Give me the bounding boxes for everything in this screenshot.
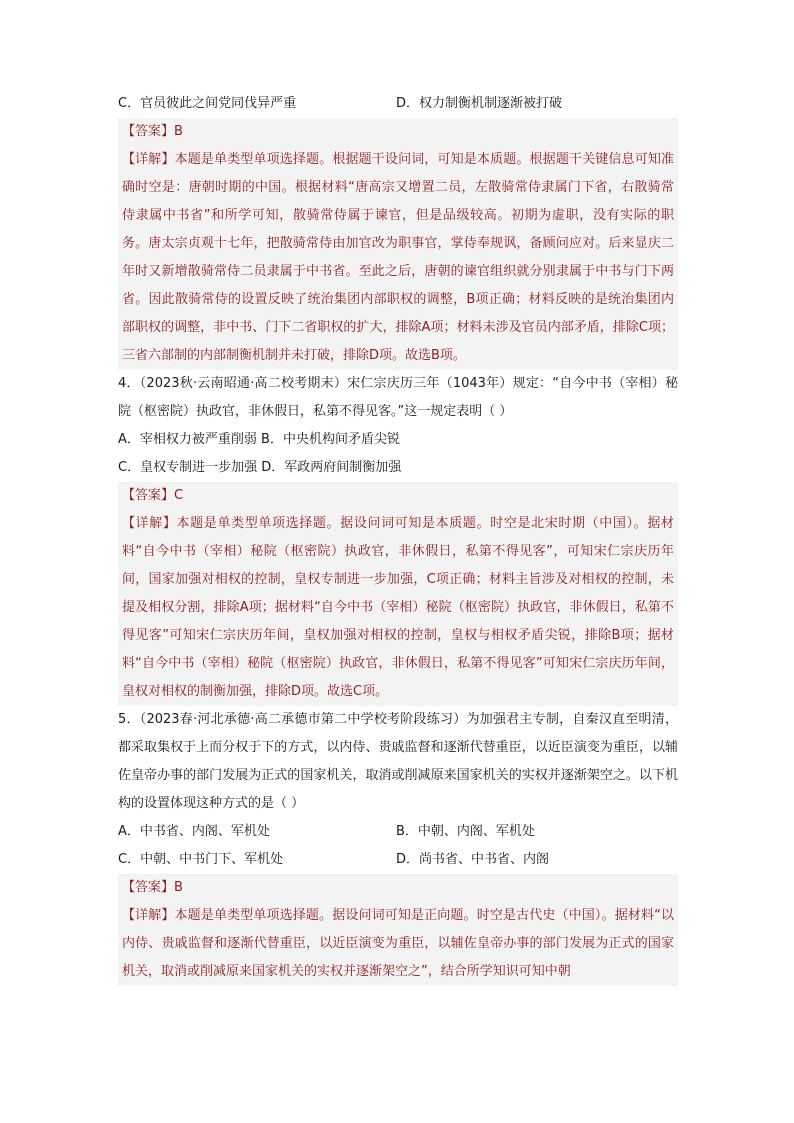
q4-options-ab: A．宰相权力被严重削弱 B．中央机构间矛盾尖锐 (118, 432, 400, 447)
q3-option-c: C．官员彼此之间党同伐异严重 (118, 96, 297, 111)
q5-option-c: C．中朝、中书门下、军机处 (118, 852, 284, 867)
q5-options-row-2 (118, 846, 678, 874)
q4-answer-box (118, 482, 678, 706)
q4-explanation: 【详解】本题是单类型单项选择题。据设问词可知是本质题。时空是北宋时期（中国）。据材料“自今中书（宰相）秘院（枢密院）执政官，非休假日，私第不得见客”，可知宋仁宗庆历年间，国家加强对相权的控制，皇权专制进一步加强，C项正确；材料主旨涉及对相权的控制，未提及相权分割，排除A项；据材料“自今中书（宰相）秘院（枢密院）执政官，非休假日，私第不得见客”可知宋仁宗庆历年间，皇权加强对相权的控制，皇权与相权矛盾尖锐，排除B项；据材料“自今中书（宰相）秘院（枢密院）执政官，非休假日，私第不得见客”可知宋仁宗庆历年间，皇权对相权的制衡加强，排除D项。故选C项。 (122, 516, 674, 699)
q4-stem: 4．（2023秋·云南昭通·高二校考期末）宋仁宗庆历三年（1043年）规定：“自今中书（宰相）秘院（枢密院）执政官，非休假日，私第不得见客。”这一规定表明（ ） (118, 376, 678, 419)
q3-options-row (118, 90, 678, 118)
q5-explanation: 【详解】本题是单类型单项选择题。据设问词可知是正向题。时空是古代史（中国）。据材料“以内侍、贵戚监督和逐渐代替重臣，以近臣演变为重臣，以辅佐皇帝办事的部门发展为正式的国家机关，取消或削减原来国家机关的实权并逐渐架空之”，结合所学知识可知中朝 (122, 908, 674, 979)
q5-answer-box (118, 874, 678, 986)
q3-explanation: 【详解】本题是单类型单项选择题。根据题干设问词，可知是本质题。根据题干关键信息可知准确时空是：唐朝时期的中国。根据材料“唐高宗又增置二员，左散骑常侍隶属门下省，右散骑常侍隶属中书省”和所学可知，散骑常侍属于谏官，但是品级较高。初期为虚职，没有实际的职务。唐太宗贞观十七年，把散骑常侍由加官改为职事官，掌侍奉规讽，备顾问应对。后来显庆二年时又新增散骑常侍二员隶属于中书省。至此之后，唐朝的谏官组织就分别隶属于中书与门下两省。因此散骑常侍的设置反映了统治集团内部职权的调整，B项正确；材料反映的是统治集团内部职权的调整，非中书、门下二省职权的扩大，排除A项；材料未涉及官员内部矛盾，排除C项；三省六部制的内部制衡机制并未打破，排除D项。故选B项。 (122, 152, 674, 363)
q5-option-b: B．中朝、内阁、军机处 (396, 824, 535, 839)
q3-option-d: D．权力制衡机制逐渐被打破 (396, 96, 563, 111)
q5-options-row-1 (118, 818, 678, 846)
q3-answer: 【答案】B (122, 124, 183, 139)
q5-answer: 【答案】B (122, 880, 183, 895)
document-content (118, 90, 678, 986)
q3-answer-box (118, 118, 678, 370)
q4-options-cd: C．皇权专制进一步加强 D．军政两府间制衡加强 (118, 460, 402, 475)
q5-option-a: A．中书省、内阁、军机处 (118, 824, 270, 839)
q5-option-d: D．尚书省、中书省、内阁 (396, 852, 550, 867)
q5-stem: 5．（2023春·河北承德·高二承德市第二中学校考阶段练习）为加强君主专制，自秦汉直至明清，都采取集权于上而分权于下的方式，以内侍、贵戚监督和逐渐代替重臣，以近臣演变为重臣，以辅佐皇帝办事的部门发展为正式的国家机关，取消或削减原来国家机关的实权并逐渐架空之。以下机构的设置体现这种方式的是（ ） (118, 712, 678, 811)
q4-answer: 【答案】C (122, 488, 184, 503)
